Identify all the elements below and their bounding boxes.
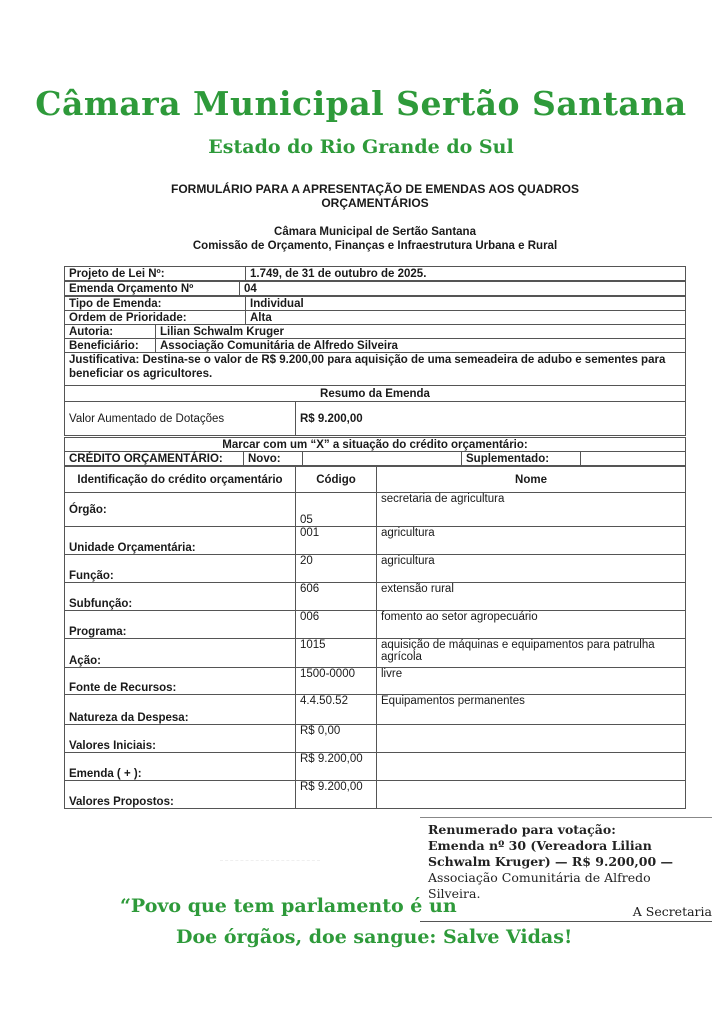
ordem-label: Ordem de Prioridade: (65, 311, 246, 325)
institution-name: Câmara Municipal de Sertão Santana (274, 226, 476, 238)
emenda-label: Emenda Orçamento Nº (65, 282, 240, 296)
autoria-label: Autoria: (65, 325, 156, 339)
form-title-line1: FORMULÁRIO PARA A APRESENTAÇÃO DE EMENDAS AOS QUADROS (170, 182, 579, 196)
row-code: 006 (296, 611, 377, 639)
form-title (150, 182, 600, 210)
header-nome: Nome (377, 467, 686, 493)
table-row (65, 555, 686, 583)
table-row (65, 753, 686, 781)
row-name: secretaria de agricultura (377, 493, 686, 527)
stamp-top-line (420, 817, 712, 818)
credito-label: CRÉDITO ORÇAMENTÁRIO: (65, 452, 244, 466)
row-code: R$ 0,00 (296, 725, 377, 753)
credito-row (64, 451, 686, 466)
stamp-line4: Associação Comunitária de Alfredo (428, 870, 651, 885)
row-label: Valores Iniciais: (65, 725, 296, 753)
row-name: Equipamentos permanentes (377, 695, 686, 725)
ordem-value: Alta (246, 311, 686, 325)
header-identificacao: Identificação do crédito orçamentário (65, 467, 296, 493)
tipo-label: Tipo de Emenda: (65, 297, 246, 311)
row-label: Valores Propostos: (65, 781, 296, 809)
letterhead-title: Câmara Municipal Sertão Santana (35, 84, 687, 123)
credito-instruction-row (64, 437, 686, 452)
footer-motto-line1: “Povo que tem parlamento é un (120, 895, 457, 917)
row-name: extensão rural (377, 583, 686, 611)
tipo-row (64, 296, 686, 311)
row-code: 1015 (296, 639, 377, 668)
row-name: agricultura (377, 555, 686, 583)
row-label: Emenda ( + ): (65, 753, 296, 781)
beneficiario-value: Associação Comunitária de Alfredo Silveira (156, 339, 686, 353)
commission-name: Comissão de Orçamento, Finanças e Infraestrutura Urbana e Rural (192, 240, 558, 252)
row-code: 20 (296, 555, 377, 583)
autoria-row (64, 324, 686, 339)
ordem-row (64, 310, 686, 325)
tipo-value: Individual (246, 297, 686, 311)
stamp-line3: Schwalm Kruger) — R$ 9.200,00 — (428, 854, 674, 869)
renumbering-stamp (428, 822, 714, 902)
autoria-value: Lilian Schwalm Kruger (156, 325, 686, 339)
justificativa-text: Justificativa: Destina-se o valor de R$ 9.200,00 para aquisição de uma semeadeira de adubo e sementes para beneficiar os agricultores. (65, 353, 686, 386)
info-table (64, 266, 686, 281)
beneficiario-label: Beneficiário: (65, 339, 156, 353)
projeto-value: 1.749, de 31 de outubro de 2025. (246, 267, 686, 281)
table-row (65, 695, 686, 725)
letterhead-subtitle: Estado do Rio Grande do Sul (208, 136, 514, 158)
stamp-line5: Silveira. (428, 886, 481, 901)
suplementado-label: Suplementado: (462, 452, 581, 466)
row-name: aquisição de máquinas e equipamentos para patrulha agrícola (377, 639, 686, 668)
beneficiario-row (64, 338, 686, 353)
valor-label: Valor Aumentado de Dotações (65, 402, 296, 436)
valor-value: R$ 9.200,00 (296, 402, 686, 436)
table-row (65, 725, 686, 753)
credit-table-header (65, 467, 686, 493)
emenda-value: 04 (240, 282, 686, 296)
row-code: R$ 9.200,00 (296, 781, 377, 809)
row-label: Natureza da Despesa: (65, 695, 296, 725)
row-code: 05 (296, 493, 377, 527)
row-code: 4.4.50.52 (296, 695, 377, 725)
resumo-table (64, 385, 686, 436)
row-label: Programa: (65, 611, 296, 639)
row-code: R$ 9.200,00 (296, 753, 377, 781)
table-row (65, 639, 686, 668)
row-label: Fonte de Recursos: (65, 668, 296, 695)
stamp-signature: A Secretaria (420, 904, 712, 922)
suplementado-checkbox[interactable] (581, 452, 686, 466)
row-code: 606 (296, 583, 377, 611)
signature-mark (220, 840, 320, 861)
novo-checkbox[interactable] (303, 452, 462, 466)
row-label: Subfunção: (65, 583, 296, 611)
table-row (65, 668, 686, 695)
projeto-label: Projeto de Lei Nº: (65, 267, 246, 281)
resumo-header: Resumo da Emenda (65, 386, 686, 402)
table-row (65, 527, 686, 555)
row-label: Unidade Orçamentária: (65, 527, 296, 555)
row-name (377, 725, 686, 753)
header-codigo: Código (296, 467, 377, 493)
novo-label: Novo: (244, 452, 303, 466)
stamp-line1: Renumerado para votação: (428, 822, 616, 837)
form-title-line2: ORÇAMENTÁRIOS (321, 196, 429, 210)
row-name: livre (377, 668, 686, 695)
row-name (377, 781, 686, 809)
row-name: agricultura (377, 527, 686, 555)
row-code: 1500-0000 (296, 668, 377, 695)
justificativa-row (64, 352, 686, 386)
stamp-line2: Emenda nº 30 (Vereadora Lilian (428, 838, 652, 853)
row-code: 001 (296, 527, 377, 555)
row-label: Órgão: (65, 493, 296, 527)
table-row (65, 611, 686, 639)
table-row (65, 493, 686, 527)
row-name (377, 753, 686, 781)
row-name: fomento ao setor agropecuário (377, 611, 686, 639)
table-row (65, 583, 686, 611)
institution-block (150, 225, 600, 253)
credit-table (64, 466, 686, 809)
table-row (65, 781, 686, 809)
row-label: Função: (65, 555, 296, 583)
credito-instruction: Marcar com um “X” a situação do crédito orçamentário: (65, 438, 686, 452)
emenda-row (64, 281, 686, 296)
footer-motto-line2: Doe órgãos, doe sangue: Salve Vidas! (176, 926, 573, 948)
row-label: Ação: (65, 639, 296, 668)
